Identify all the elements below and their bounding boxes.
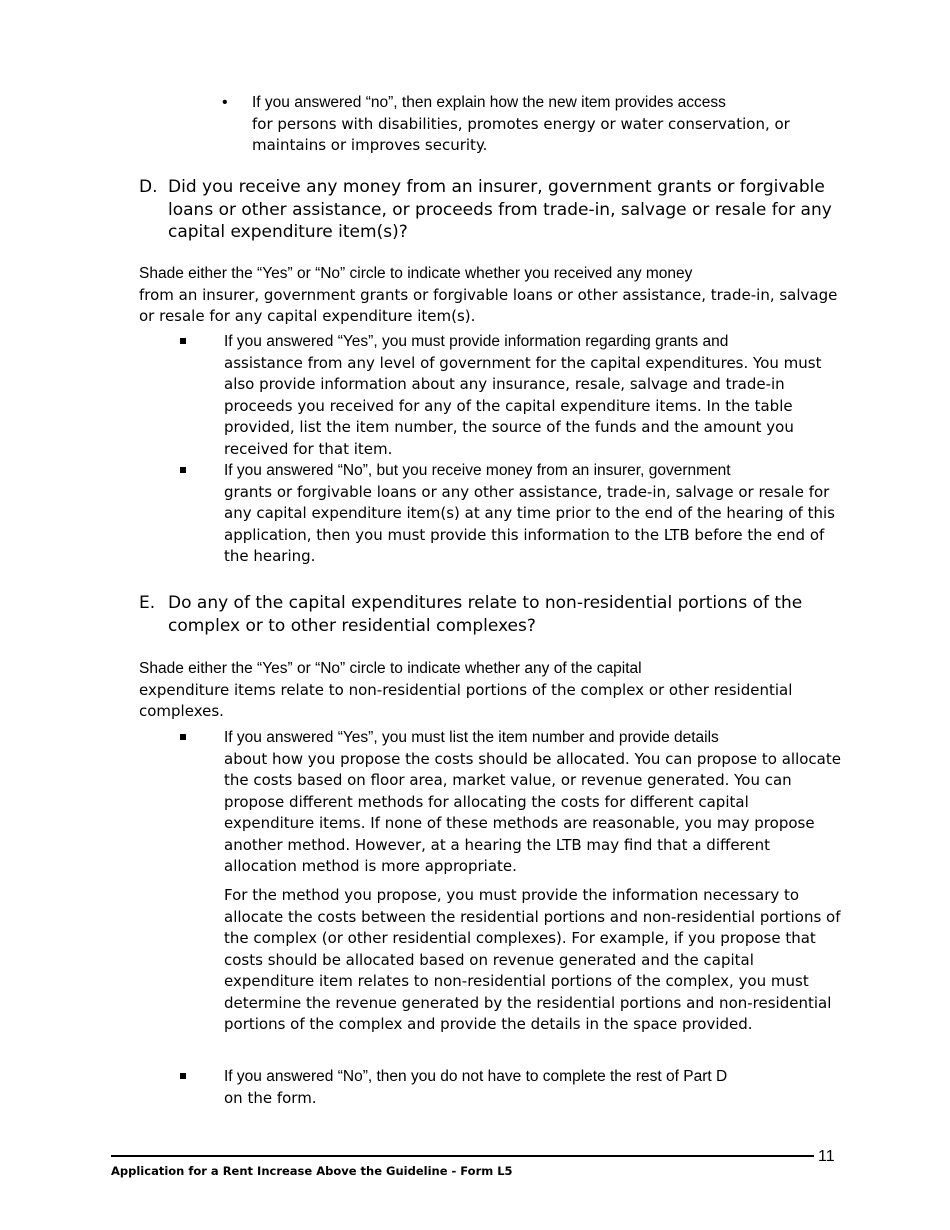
bullet-text: on the form.: [224, 1088, 317, 1107]
bullet-text: grants or forgivable loans or any other assistance, trade-in, salvage or resale for any capital expenditure item(s) at any time prior to the end of the hearing of this application, then you must provide this information to the LTB before the end of the hearing.: [224, 482, 835, 565]
bullet-first-line: If you answered “Yes”, you must list the item number and provide details: [224, 729, 719, 746]
square-bullet-icon: [180, 338, 186, 344]
bullet-text: assistance from any level of government for the capital expenditures. You must also provide information about any insurance, resale, salvage and trade-in proceeds you received for any of the capital expenditure items. In the table provided, list the item number, the source of the funds and the amount you received for that item.: [224, 353, 822, 458]
instruction-text: expenditure items relate to non-residential portions of the complex or other residential complexes.: [139, 680, 793, 720]
section-e-bullet-yes-paragraph-2: For the method you propose, you must provide the information necessary to allocate the costs between the residential portions and non-residential portions of the complex (or other residential complexes). For example, if you propose that costs should be allocated based on revenue generated and the capital expenditure item relates to non-residential portions of the complex, you must determine the revenue generated by the residential portions and non-residential portions of the complex and provide the details in the space provided.: [224, 886, 841, 1033]
bullet-first-line: If you answered “No”, but you receive money from an insurer, government: [224, 462, 731, 479]
section-e-question-text: Do any of the capital expenditures relate to non-residential portions of the complex or to other residential complexes?: [168, 593, 803, 636]
instruction-first-line: Shade either the “Yes” or “No” circle to indicate whether any of the capital: [139, 660, 642, 677]
section-d-letter: D.: [139, 177, 158, 197]
bullet-text: about how you propose the costs should be allocated. You can propose to allocate the costs based on floor area, market value, or revenue generated. You can propose different methods for allocating the costs for different capital expenditure items. If none of these methods are reasonable, you may propose another method. However, at a hearing the LTB may find that a different allocation method is more appropriate.: [224, 749, 841, 875]
square-bullet-icon: [180, 734, 186, 740]
bullet-text: for persons with disabilities, promotes energy or water conservation, or maintains or improves security.: [252, 114, 790, 154]
footer-divider: [111, 1155, 814, 1157]
section-e-instruction: [139, 658, 839, 723]
instruction-first-line: Shade either the “Yes” or “No” circle to indicate whether you received any money: [139, 265, 693, 282]
section-d-instruction: [139, 263, 839, 328]
instruction-text: from an insurer, government grants or forgivable loans or other assistance, trade-in, salvage or resale for any capital expenditure item(s).: [139, 285, 838, 325]
bullet-first-line: If you answered “Yes”, you must provide information regarding grants and: [224, 333, 729, 350]
bullet-first-line: If you answered “No”, then you do not have to complete the rest of Part D: [224, 1068, 728, 1085]
square-bullet-icon: [180, 467, 186, 473]
page-number: 11: [818, 1148, 835, 1165]
section-e-letter: E.: [139, 593, 156, 613]
bullet-dot-icon: •: [222, 94, 228, 111]
bullet-first-line: If you answered “no”, then explain how the new item provides access: [252, 94, 726, 111]
section-d-question-text: Did you receive any money from an insurer, government grants or forgivable loans or other assistance, or proceeds from trade-in, salvage or resale for any capital expenditure item(s)?: [168, 177, 832, 242]
square-bullet-icon: [180, 1073, 186, 1079]
footer-title: Application for a Rent Increase Above the Guideline - Form L5: [111, 1164, 513, 1178]
